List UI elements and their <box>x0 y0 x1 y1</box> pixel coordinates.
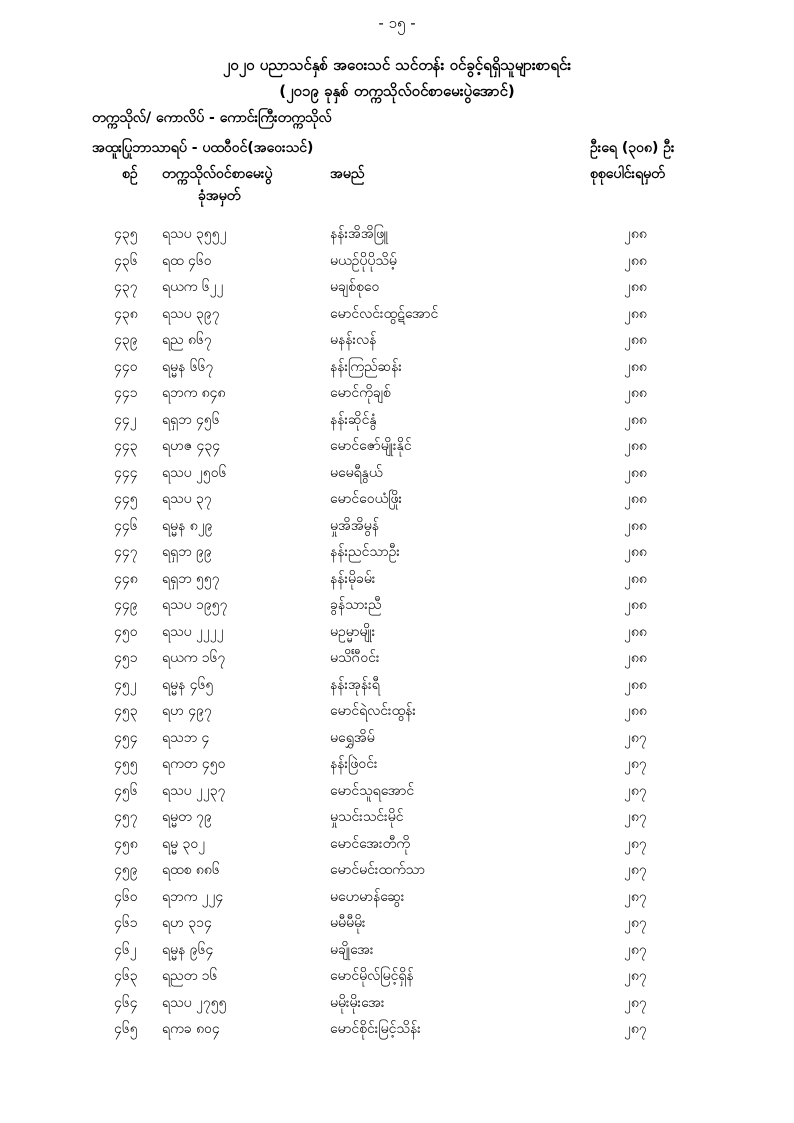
student-count: ဦးရေ (၃၀၈) ဦး <box>590 140 675 156</box>
row-number: ၄၄၆ <box>114 517 138 534</box>
student-list <box>0 224 794 1046</box>
row-number: ၄၆၃ <box>114 968 138 984</box>
roll-number: ရည ၈၆၇ <box>162 332 212 348</box>
student-name: မဥမ္မာမျိုး <box>330 623 376 640</box>
student-name: နန်းညင်သာဦး <box>330 544 400 560</box>
table-row <box>0 569 794 596</box>
row-number: ၄၆၄ <box>114 994 138 1011</box>
row-number: ၄၆၁ <box>114 915 138 931</box>
table-row <box>0 940 794 967</box>
row-number: ၄၄၄ <box>114 464 138 481</box>
roll-number: ရဟ ၄၉၇ <box>162 703 212 719</box>
total-mark: ၂၈၈ <box>624 411 647 428</box>
student-name: မချိုအေး <box>330 941 374 958</box>
roll-number: ရယက ၁၆၇ <box>162 650 226 666</box>
table-row <box>0 807 794 834</box>
roll-number: ရသပ ၂၂၃၇ <box>162 782 226 799</box>
total-mark: ၂၈၇ <box>624 888 647 905</box>
total-mark: ၂၈၈ <box>624 623 647 640</box>
roll-number: ရကခ ၈၀၄ <box>162 1021 220 1037</box>
table-row <box>0 834 794 861</box>
total-mark: ၂၈၇ <box>624 809 647 825</box>
header-name: အမည် <box>330 166 365 182</box>
roll-number: ရဟ ၃၁၄ <box>162 915 212 931</box>
roll-number: ရမ္မန ၈၂၉ <box>162 517 213 534</box>
row-number: ၄၄၂ <box>114 411 137 428</box>
department-line: အထူးပြုဘာသာရပ် - ပထဝီဝင်(အဝေးသင်) <box>92 140 314 156</box>
student-name: မောင်ကိုချစ် <box>330 385 391 401</box>
row-number: ၄၃၇ <box>114 279 138 295</box>
row-number: ၄၅၂ <box>114 676 137 693</box>
roll-number: ရသဘ ၄ <box>162 729 210 746</box>
table-row <box>0 383 794 410</box>
row-number: ၄၅၀ <box>114 623 138 640</box>
row-number: ၄၅၄ <box>114 729 138 746</box>
student-name: မောင်အေးတီကို <box>330 835 410 852</box>
row-number: ၄၄၉ <box>114 597 138 613</box>
row-number: ၄၆၀ <box>114 888 138 905</box>
header-no: စဉ် <box>122 166 138 182</box>
table-row <box>0 436 794 463</box>
student-name: မောင်မင်းထက်သာ <box>330 862 425 878</box>
student-name: မောင်သူရအောင် <box>330 782 415 799</box>
student-name: မောင်လင်းထွဋ်အောင် <box>330 305 439 322</box>
student-name: မသိင်္ဂီဝင်း <box>330 650 380 666</box>
table-row <box>0 595 794 622</box>
roll-number: ရသပ ၂၅၀၆ <box>162 464 227 481</box>
page-number: - ၁၅ - <box>378 14 416 32</box>
roll-number: ရသပ ၂၂၂၂ <box>162 623 224 640</box>
row-number: ၄၅၉ <box>114 862 138 878</box>
row-number: ၄၅၆ <box>114 782 138 799</box>
roll-number: ရဟဇ ၄၃၄ <box>162 438 221 454</box>
table-row <box>0 675 794 702</box>
table-row <box>0 410 794 437</box>
student-name: မမေရီနွယ် <box>330 464 383 481</box>
table-row <box>0 887 794 914</box>
row-number: ၄၆၅ <box>114 1021 138 1037</box>
roll-number: ရကတ ၄၅၀ <box>162 756 226 772</box>
roll-number: ရသပ ၃၇ <box>162 491 212 507</box>
row-number: ၄၃၉ <box>114 332 138 348</box>
table-row <box>0 966 794 993</box>
row-number: ၄၅၅ <box>114 756 138 772</box>
table-row <box>0 622 794 649</box>
table-row <box>0 913 794 940</box>
total-mark: ၂၈၇ <box>624 968 647 984</box>
student-name: မှုသင်းသင်းမိုင် <box>330 809 404 825</box>
total-mark: ၂၈၈ <box>624 650 647 666</box>
total-mark: ၂၈၈ <box>624 279 647 295</box>
row-number: ၄၄၅ <box>114 491 138 507</box>
student-name: နန်းအုန်းရီ <box>330 676 380 693</box>
header-roll-line2: ခုံအမှတ် <box>198 188 241 204</box>
total-mark: ၂၈၇ <box>624 835 647 852</box>
total-mark: ၂၈၇ <box>624 729 647 746</box>
student-name: မနန်းလန် <box>330 332 377 348</box>
total-mark: ၂၈၈ <box>624 252 647 269</box>
total-mark: ၂၈၇ <box>624 994 647 1011</box>
total-mark: ၂၈၈ <box>624 438 647 454</box>
table-row <box>0 357 794 384</box>
table-row <box>0 463 794 490</box>
table-row <box>0 993 794 1020</box>
student-name: နန်းဖြဲဝင်း <box>330 756 378 772</box>
header-total: စုစုပေါင်းရမှတ် <box>590 166 665 182</box>
table-row <box>0 860 794 887</box>
student-name: မောင်ရဲလင်းထွန်း <box>330 703 416 719</box>
roll-number: ရသပ ၁၉၅၇ <box>162 597 228 613</box>
student-name: မောင်ဇော်မျိုးနိုင် <box>330 438 412 454</box>
roll-number: ရမ္မန ၄၆၅ <box>162 676 214 693</box>
row-number: ၄၅၇ <box>114 809 138 825</box>
roll-number: ရမ္မန ၆၆၇ <box>162 358 214 375</box>
row-number: ၄၄၀ <box>114 358 138 375</box>
total-mark: ၂၈၇ <box>624 941 647 958</box>
student-name: နန်းအိအိဖြူ <box>330 226 389 242</box>
university-line: တက္ကသိုလ်/ ကောလိပ် - ကောင်းကြီးတက္ကသိုလ် <box>92 110 332 126</box>
row-number: ၄၄၃ <box>114 438 138 454</box>
row-number: ၄၄၁ <box>114 385 138 401</box>
table-row <box>0 277 794 304</box>
student-name: ခွန်သားညီ <box>330 597 382 613</box>
total-mark: ၂၈၇ <box>624 862 647 878</box>
table-row <box>0 489 794 516</box>
table-row <box>0 330 794 357</box>
row-number: ၄၅၈ <box>114 835 138 852</box>
row-number: ၄၄၈ <box>114 570 138 587</box>
roll-number: ရသပ ၂၇၅၅ <box>162 994 227 1011</box>
roll-number: ရရှဘ ၄၅၆ <box>162 411 220 428</box>
table-row <box>0 781 794 808</box>
roll-number: ရထ ၄၆၀ <box>162 252 212 269</box>
student-name: မယဉ်ပိုပိုသိမ့် <box>330 252 397 269</box>
table-row <box>0 542 794 569</box>
row-number: ၄၅၃ <box>114 703 138 719</box>
total-mark: ၂၈၈ <box>624 517 647 534</box>
roll-number: ရဘက ၂၂၄ <box>162 888 224 905</box>
total-mark: ၂၈၈ <box>624 226 647 242</box>
table-row <box>0 728 794 755</box>
document-title: ၂၀၂၀ ပညာသင်နှစ် အဝေးသင် သင်တန်း ဝင်ခွင့်ရရှိသူများစာရင်း <box>222 56 572 74</box>
row-number: ၄၃၅ <box>114 226 138 242</box>
document-subtitle: (၂၀၁၉ ခုနှစ် တက္ကသိုလ်ဝင်စာမေးပွဲအောင်) <box>279 82 515 100</box>
student-name: မှုအိအိမွန် <box>330 517 379 534</box>
table-row <box>0 1019 794 1046</box>
student-name: မောင်စိုင်းမြင့်သိန်း <box>330 1021 421 1037</box>
total-mark: ၂၈၇ <box>624 1021 647 1037</box>
roll-number: ရရှဘ ၅၅၇ <box>162 570 220 587</box>
roll-number: ရထစ ၈၈၆ <box>162 862 220 878</box>
table-row <box>0 754 794 781</box>
student-name: မဟေမာန်ဆွေး <box>330 888 405 905</box>
table-row <box>0 251 794 278</box>
student-name: မောင်မိုလ်မြင့်ရှိန် <box>330 968 414 984</box>
table-row <box>0 224 794 251</box>
roll-number: ရသပ ၃၉၇ <box>162 305 220 322</box>
total-mark: ၂၈၈ <box>624 570 647 587</box>
roll-number: ရဘက ၈၄၈ <box>162 385 226 401</box>
total-mark: ၂၈၈ <box>624 597 647 613</box>
row-number: ၄၄၇ <box>114 544 138 560</box>
student-name: နန်းကြည်ဆန်း <box>330 358 402 375</box>
total-mark: ၂၈၈ <box>624 544 647 560</box>
row-number: ၄၅၁ <box>114 650 138 666</box>
total-mark: ၂၈၈ <box>624 464 647 481</box>
student-name: မမီမီမိုး <box>330 915 366 931</box>
table-row <box>0 648 794 675</box>
student-name: မမိုးမိုးအေး <box>330 994 385 1011</box>
student-name: နန်းမိုခမ်း <box>330 570 376 587</box>
total-mark: ၂၈၇ <box>624 756 647 772</box>
table-row <box>0 701 794 728</box>
roll-number: ရသပ ၃၅၅၂ <box>162 226 227 242</box>
total-mark: ၂၈၇ <box>624 782 647 799</box>
row-number: ၄၃၆ <box>114 252 138 269</box>
total-mark: ၂၈၈ <box>624 385 647 401</box>
total-mark: ၂၈၈ <box>624 332 647 348</box>
student-name: မောင်ဝေယံဖြိုး <box>330 491 403 507</box>
student-name: နန်းဆိုင်နွံ <box>330 411 377 428</box>
total-mark: ၂၈၈ <box>624 491 647 507</box>
row-number: ၄၃၈ <box>114 305 138 322</box>
total-mark: ၂၈၈ <box>624 358 647 375</box>
student-name: မရွှေအိမ် <box>330 729 375 746</box>
total-mark: ၂၈၈ <box>624 305 647 322</box>
roll-number: ရမ္မတ ၇၉ <box>162 809 212 825</box>
roll-number: ရမ္မန ၉၆၄ <box>162 941 214 958</box>
roll-number: ရယက ၆၂၂ <box>162 279 224 295</box>
header-roll: တက္ကသိုလ်ဝင်စာမေးပွဲ <box>162 166 273 182</box>
row-number: ၄၆၂ <box>114 941 137 958</box>
roll-number: ရညတ ၁၆ <box>162 968 218 984</box>
roll-number: ရရှဘ ၉၉ <box>162 544 212 560</box>
total-mark: ၂၈၇ <box>624 915 647 931</box>
table-row <box>0 516 794 543</box>
total-mark: ၂၈၈ <box>624 676 647 693</box>
student-name: မချစ်စုဝေ <box>330 279 380 295</box>
roll-number: ရမ္မ ၃၀၂ <box>162 835 206 852</box>
total-mark: ၂၈၈ <box>624 703 647 719</box>
table-row <box>0 304 794 331</box>
